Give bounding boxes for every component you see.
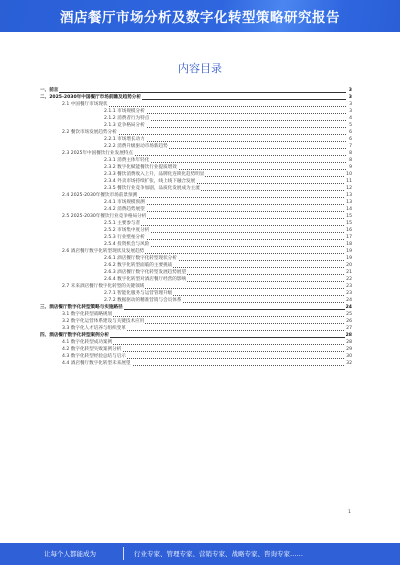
toc-entry[interactable] <box>40 325 352 332</box>
page-number: 1 <box>348 510 351 515</box>
table-of-contents <box>40 87 352 367</box>
toc-entry-page: 20 <box>346 263 352 268</box>
toc-entry-label: 2.3.2 数字化赋能餐饮行业提质增效 <box>104 165 177 170</box>
toc-entry[interactable] <box>40 150 352 157</box>
toc-entry-label: 2.7.2 数据驱动的精准营销与会员体系 <box>104 298 182 303</box>
toc-entry-label: 2.1 中国餐厅市场现状 <box>62 102 108 107</box>
toc-entry[interactable] <box>40 115 352 122</box>
toc-entry[interactable] <box>40 339 352 346</box>
toc-entry[interactable] <box>40 122 352 129</box>
toc-entry[interactable] <box>40 94 352 101</box>
toc-entry-page: 19 <box>346 249 352 254</box>
toc-entry-label: 3.3 数字化人才培养与组织变革 <box>62 326 126 331</box>
toc-entry[interactable] <box>40 136 352 143</box>
toc-entry-page: 9 <box>349 165 352 170</box>
toc-entry-page: 6 <box>349 130 352 135</box>
toc-entry-label: 4.2 数字化转型失败案例分析 <box>62 347 122 352</box>
toc-entry-page: 25 <box>346 312 352 317</box>
toc-entry-page: 3 <box>349 102 352 107</box>
toc-entry-page: 32 <box>346 361 352 366</box>
toc-entry-page: 3 <box>348 95 352 100</box>
toc-entry[interactable] <box>40 108 352 115</box>
toc-entry[interactable] <box>40 269 352 276</box>
toc-entry-page: 10 <box>346 172 352 177</box>
toc-entry-page: 8 <box>349 158 352 163</box>
toc-entry[interactable] <box>40 262 352 269</box>
footer-divider <box>123 547 124 560</box>
toc-entry[interactable] <box>40 283 352 290</box>
toc-entry[interactable] <box>40 332 352 339</box>
toc-entry-label: 3.1 数字化转型战略规划 <box>62 312 113 317</box>
toc-entry-label: 2.4 2025-2030年餐饮市场前景预测 <box>62 193 138 198</box>
header-banner <box>0 0 400 32</box>
toc-entry[interactable] <box>40 143 352 150</box>
toc-entry-page: 15 <box>346 214 352 219</box>
toc-entry[interactable] <box>40 304 352 311</box>
toc-entry-label: 三、酒店餐厅数字化转型策略与实施路径 <box>40 305 123 310</box>
toc-entry-page: 14 <box>346 207 352 212</box>
toc-entry-label: 2.6.2 数字化转型面临的主要挑战 <box>104 263 173 268</box>
toc-entry-page: 23 <box>346 291 352 296</box>
toc-entry-label: 二、2025-2030年中国餐厅市场前瞻及趋势分析 <box>40 95 141 100</box>
footer-banner <box>0 543 400 565</box>
toc-entry[interactable] <box>40 87 352 94</box>
toc-entry-page: 30 <box>346 354 352 359</box>
toc-entry-page: 13 <box>346 193 352 198</box>
toc-entry-label: 2.3.3 餐饮消费收入上升，品牌化连锁化趋势明显 <box>104 172 205 177</box>
toc-entry[interactable] <box>40 178 352 185</box>
toc-entry[interactable] <box>40 255 352 262</box>
toc-entry[interactable] <box>40 318 352 325</box>
toc-entry[interactable] <box>40 220 352 227</box>
toc-entry-label: 2.5.4 投资机会与风险 <box>104 242 150 247</box>
toc-entry-label: 2.6.1 酒店餐厅数字化转型现状分析 <box>104 256 177 261</box>
toc-entry[interactable] <box>40 101 352 108</box>
toc-entry-label: 2.2.1 市场增长动力 <box>104 137 145 142</box>
toc-entry-label: 2.4.1 市场规模预测 <box>104 200 145 205</box>
toc-entry-label: 4.3 数字化转型经验总结与启示 <box>62 354 126 359</box>
toc-entry-page: 12 <box>346 186 352 191</box>
toc-entry-page: 3 <box>348 88 352 93</box>
toc-entry-label: 2.2 餐饮市场发展趋势分析 <box>62 130 117 135</box>
toc-entry[interactable] <box>40 297 352 304</box>
toc-entry-page: 28 <box>346 340 352 345</box>
toc-entry[interactable] <box>40 192 352 199</box>
toc-entry-page: 7 <box>349 144 352 149</box>
toc-entry-label: 一、前言 <box>40 88 59 93</box>
toc-entry-label: 2.5.1 主要参与者 <box>104 221 141 226</box>
toc-entry[interactable] <box>40 360 352 367</box>
toc-entry[interactable] <box>40 346 352 353</box>
toc-entry-page: 11 <box>346 179 352 184</box>
toc-entry[interactable] <box>40 353 352 360</box>
toc-entry[interactable] <box>40 290 352 297</box>
toc-entry[interactable] <box>40 185 352 192</box>
toc-entry-label: 2.6 酒店餐厅数字化转型现状及发展趋势 <box>62 249 145 254</box>
toc-entry-page: 26 <box>346 319 352 324</box>
toc-entry-page: 8 <box>349 151 352 156</box>
toc-entry[interactable] <box>40 213 352 220</box>
toc-entry[interactable] <box>40 234 352 241</box>
toc-entry-label: 2.5.2 市场集中度分析 <box>104 228 150 233</box>
toc-entry-label: 4.4 酒店餐厅数字化转型未来展望 <box>62 361 131 366</box>
toc-entry-label: 2.4.2 消费趋势展望 <box>104 207 145 212</box>
toc-entry-page: 27 <box>346 326 352 331</box>
toc-entry-page: 17 <box>346 235 352 240</box>
toc-entry-label: 2.5 2025-2030年餐饮行业竞争格局分析 <box>62 214 147 219</box>
toc-heading: 内容目录 <box>178 62 222 75</box>
toc-entry[interactable] <box>40 157 352 164</box>
toc-entry-page: 13 <box>346 200 352 205</box>
toc-entry[interactable] <box>40 227 352 234</box>
toc-entry-page: 15 <box>346 221 352 226</box>
toc-entry[interactable] <box>40 171 352 178</box>
toc-entry-page: 4 <box>349 116 352 121</box>
toc-entry-page: 24 <box>345 305 352 310</box>
toc-entry-page: 6 <box>349 137 352 142</box>
toc-entry[interactable] <box>40 311 352 318</box>
toc-entry[interactable] <box>40 241 352 248</box>
footer-slogan: 让每个人都能成为 <box>44 550 96 558</box>
toc-entry-label: 2.3 2025年中国餐饮行业发展特点 <box>62 151 133 156</box>
toc-entry-label: 2.3.5 餐饮行业竞争加剧，品质化发展成为主流 <box>104 186 200 191</box>
toc-entry-page: 22 <box>346 277 352 282</box>
toc-entry[interactable] <box>40 276 352 283</box>
toc-entry-label: 2.2.2 消费升级驱动市场新趋势 <box>104 144 168 149</box>
toc-entry-label: 2.7 未来酒店餐厅数字化转型的关键领域 <box>62 284 145 289</box>
toc-entry-page: 18 <box>346 242 352 247</box>
toc-entry-label: 2.1.3 竞争格局分析 <box>104 123 145 128</box>
toc-leader <box>40 92 346 93</box>
toc-entry-label: 2.6.4 数字化转型对酒店餐厅经营的影响 <box>104 277 187 282</box>
toc-entry-label: 四、酒店餐厅数字化转型案例分析 <box>40 333 109 338</box>
toc-entry-page: 24 <box>346 298 352 303</box>
toc-entry-page: 29 <box>346 347 352 352</box>
toc-entry-page: 16 <box>346 228 352 233</box>
toc-entry-page: 19 <box>346 256 352 261</box>
toc-entry-label: 2.7.1 智能化服务与运营管理升级 <box>104 291 173 296</box>
toc-entry-label: 2.1.1 市场规模分析 <box>104 109 145 114</box>
toc-entry-label: 2.1.2 消费者行为特点 <box>104 116 150 121</box>
toc-entry-label: 4.1 数字化转型成功案例 <box>62 340 113 345</box>
toc-entry-label: 2.3.4 外卖市场持续扩张，线上线下融合发展 <box>104 179 196 184</box>
toc-entry[interactable] <box>40 164 352 171</box>
toc-entry[interactable] <box>40 129 352 136</box>
toc-entry-label: 2.3.1 消费主体年轻化 <box>104 158 150 163</box>
footer-tagline: 行业专家、管理专家、营销专家、战略专家、咨询专家…… <box>134 550 303 558</box>
toc-entry[interactable] <box>40 248 352 255</box>
toc-entry-page: 21 <box>346 270 352 275</box>
toc-entry-label: 2.6.3 酒店餐厅数字化转型发展趋势展望 <box>104 270 187 275</box>
toc-entry[interactable] <box>40 206 352 213</box>
toc-entry-label: 2.5.3 行业壁垒分析 <box>104 235 145 240</box>
toc-entry-page: 28 <box>345 333 352 338</box>
toc-entry-label: 3.2 数字化运营体系建设与关键技术应用 <box>62 319 145 324</box>
toc-entry-page: 5 <box>349 123 352 128</box>
toc-entry-page: 23 <box>346 284 352 289</box>
document-title: 酒店餐厅市场分析及数字化转型策略研究报告 <box>60 10 340 26</box>
toc-entry-page: 3 <box>349 109 352 114</box>
toc-entry[interactable] <box>40 199 352 206</box>
